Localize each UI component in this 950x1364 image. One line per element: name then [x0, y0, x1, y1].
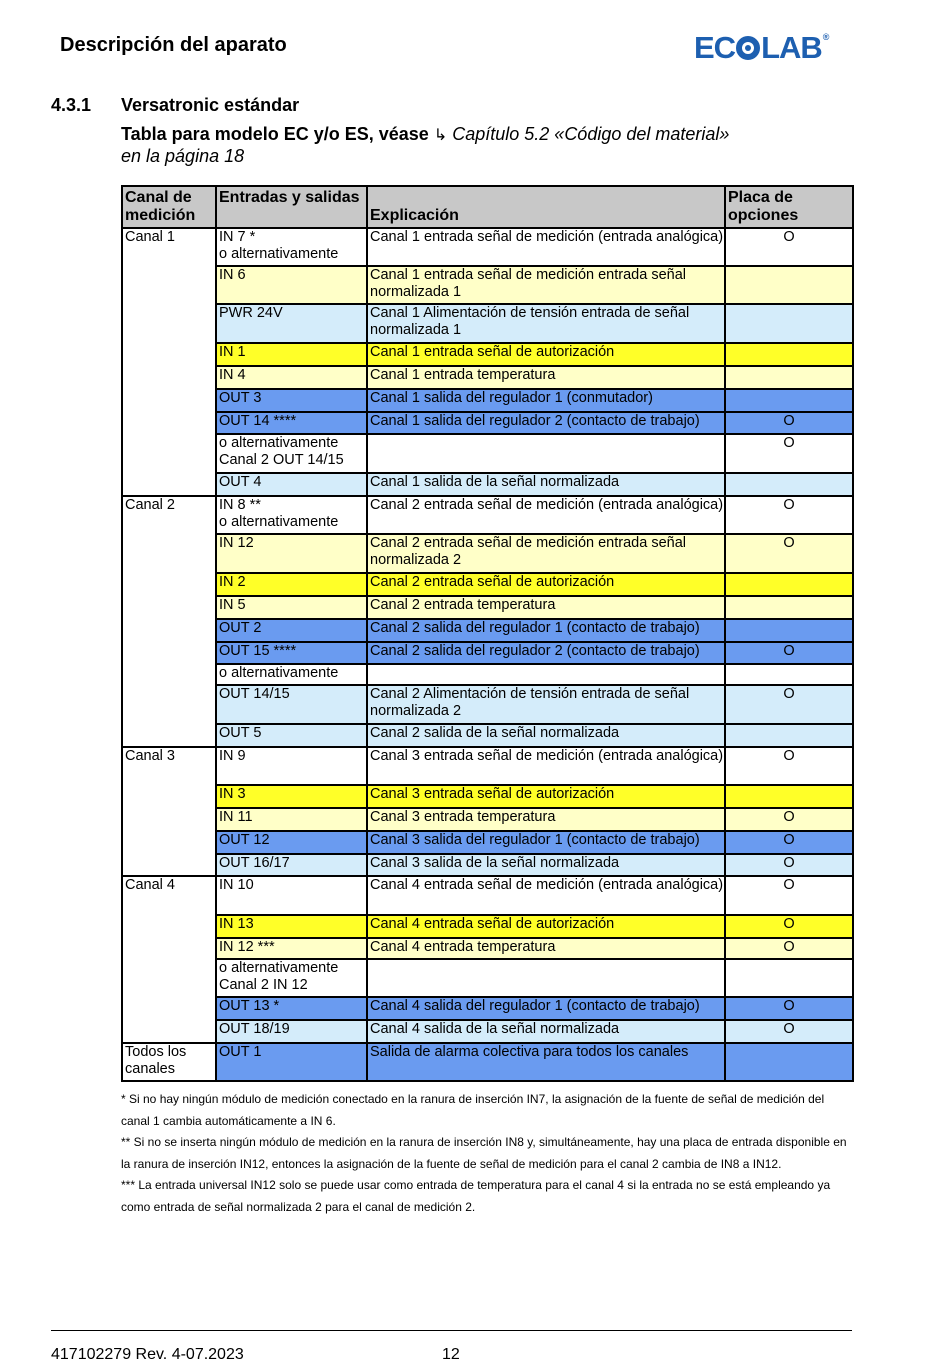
footer-page-number: 12 [442, 1346, 460, 1363]
channel-cell: Canal 1 [122, 228, 216, 496]
explanation-cell: Canal 1 Alimentación de tensión entrada de señal normalizada 1 [367, 304, 725, 343]
io-cell: PWR 24V [216, 304, 367, 343]
table-row [122, 366, 853, 389]
io-cell: IN 2 [216, 573, 367, 596]
option-cell: O [725, 412, 853, 434]
channel-cell: Canal 2 [122, 496, 216, 747]
table-row [122, 808, 853, 831]
option-cell: O [725, 642, 853, 664]
explanation-cell: Canal 2 salida del regulador 2 (contacto de trabajo) [367, 642, 725, 664]
io-cell: IN 10 [216, 876, 367, 915]
io-cell: IN 6 [216, 266, 367, 304]
option-cell [725, 619, 853, 642]
explanation-cell: Canal 4 salida del regulador 1 (contacto de trabajo) [367, 997, 725, 1020]
footnote-2: ** Si no se inserta ningún módulo de medición en la ranura de inserción IN8 y, simultáneamente, hay una placa de entrada disponible en la ranura de inserción IN12, entonces la asignación de la fuente de señal de medición para el canal 2 cambia de IN8 a IN12. [121, 1135, 847, 1171]
explanation-cell: Canal 2 salida de la señal normalizada [367, 724, 725, 747]
table-row [122, 389, 853, 412]
option-cell [725, 266, 853, 304]
option-cell: O [725, 831, 853, 854]
option-cell [725, 1043, 853, 1081]
table-row [122, 434, 853, 473]
table-row [122, 1043, 853, 1081]
table-row [122, 473, 853, 496]
io-cell: OUT 4 [216, 473, 367, 496]
table-row [122, 596, 853, 619]
option-cell: O [725, 938, 853, 959]
table-row [122, 831, 853, 854]
option-cell [725, 343, 853, 366]
header-channel: Canal de medición [122, 186, 216, 228]
option-cell [725, 389, 853, 412]
explanation-cell: Canal 2 Alimentación de tensión entrada de señal normalizada 2 [367, 685, 725, 724]
channel-cell: Canal 4 [122, 876, 216, 1043]
table-row [122, 876, 853, 915]
table-row [122, 642, 853, 664]
io-cell: o alternativamente Canal 2 IN 12 [216, 959, 367, 997]
explanation-cell: Canal 1 salida de la señal normalizada [367, 473, 725, 496]
explanation-cell: Canal 2 entrada señal de medición entrada señal normalizada 2 [367, 534, 725, 573]
table-row [122, 496, 853, 534]
explanation-cell: Canal 2 entrada señal de medición (entrada analógica) [367, 496, 725, 534]
table-row [122, 266, 853, 304]
table-row [122, 304, 853, 343]
option-cell: O [725, 1020, 853, 1043]
option-cell [725, 573, 853, 596]
explanation-cell [367, 434, 725, 473]
option-cell [725, 724, 853, 747]
explanation-cell [367, 664, 725, 685]
footer-divider [51, 1330, 852, 1331]
logo-o-icon [736, 36, 760, 60]
option-cell: O [725, 534, 853, 573]
table-row [122, 619, 853, 642]
io-cell: IN 1 [216, 343, 367, 366]
option-cell: O [725, 434, 853, 473]
footnotes [121, 1089, 852, 1218]
io-cell: OUT 14/15 [216, 685, 367, 724]
explanation-cell: Canal 2 salida del regulador 1 (contacto de trabajo) [367, 619, 725, 642]
option-cell: O [725, 876, 853, 915]
explanation-cell: Canal 3 salida del regulador 1 (contacto de trabajo) [367, 831, 725, 854]
table-row [122, 664, 853, 685]
explanation-cell: Canal 3 entrada señal de medición (entrada analógica) [367, 747, 725, 785]
option-cell [725, 785, 853, 808]
header-explanation: Explicación [367, 186, 725, 228]
io-assignment-table [121, 185, 854, 1082]
io-cell: IN 11 [216, 808, 367, 831]
page-header-title: Descripción del aparato [60, 34, 287, 56]
subtitle-page-ref: en la página 18 [121, 146, 245, 166]
table-row [122, 534, 853, 573]
table-subtitle [121, 124, 821, 167]
io-cell: IN 4 [216, 366, 367, 389]
explanation-cell: Canal 2 entrada señal de autorización [367, 573, 725, 596]
table-row [122, 959, 853, 997]
option-cell [725, 366, 853, 389]
io-cell: IN 12 [216, 534, 367, 573]
table-row [122, 747, 853, 785]
explanation-cell: Canal 2 entrada temperatura [367, 596, 725, 619]
subtitle-bold: Tabla para modelo EC y/o ES, véase [121, 124, 429, 144]
footer-document-number: 417102279 Rev. 4-07.2023 [51, 1346, 244, 1363]
option-cell: O [725, 496, 853, 534]
io-cell: IN 3 [216, 785, 367, 808]
option-cell [725, 473, 853, 496]
io-cell: o alternativamente [216, 664, 367, 685]
ecolab-logo: EC LAB® [694, 30, 829, 65]
table-row [122, 412, 853, 434]
section-number: 4.3.1 [51, 95, 92, 115]
io-cell: IN 13 [216, 915, 367, 938]
option-cell [725, 304, 853, 343]
explanation-cell: Canal 3 entrada señal de autorización [367, 785, 725, 808]
io-cell: IN 5 [216, 596, 367, 619]
table-row [122, 724, 853, 747]
io-cell: o alternativamente Canal 2 OUT 14/15 [216, 434, 367, 473]
io-cell: IN 7 * o alternativamente [216, 228, 367, 266]
option-cell: O [725, 997, 853, 1020]
option-cell [725, 596, 853, 619]
section-title: Versatronic estándar [121, 95, 300, 115]
header-io: Entradas y salidas [216, 186, 367, 228]
io-cell: OUT 2 [216, 619, 367, 642]
table-row [122, 685, 853, 724]
table-row [122, 228, 853, 266]
explanation-cell: Canal 1 salida del regulador 1 (conmutador) [367, 389, 725, 412]
explanation-cell: Canal 1 entrada temperatura [367, 366, 725, 389]
cross-reference-arrow-icon: ↳ [433, 127, 448, 144]
option-cell [725, 664, 853, 685]
explanation-cell: Canal 3 salida de la señal normalizada [367, 854, 725, 876]
option-cell: O [725, 915, 853, 938]
channel-cell: Canal 3 [122, 747, 216, 876]
option-cell: O [725, 747, 853, 785]
explanation-cell: Canal 4 entrada temperatura [367, 938, 725, 959]
table-row [122, 343, 853, 366]
table-row [122, 785, 853, 808]
io-cell: OUT 3 [216, 389, 367, 412]
io-cell: OUT 16/17 [216, 854, 367, 876]
io-cell: IN 8 ** o alternativamente [216, 496, 367, 534]
option-cell: O [725, 854, 853, 876]
subtitle-reference-link[interactable]: Capítulo 5.2 «Código del material» [452, 124, 730, 144]
option-cell: O [725, 228, 853, 266]
footnote-3: *** La entrada universal IN12 solo se puede usar como entrada de temperatura para el canal 4 si la entrada no se está empleando ya como entrada de señal normalizada 2 para el canal de medición 2. [121, 1178, 831, 1214]
io-cell: OUT 14 **** [216, 412, 367, 434]
explanation-cell: Canal 4 entrada señal de medición (entrada analógica) [367, 876, 725, 915]
io-cell: IN 12 *** [216, 938, 367, 959]
table-row [122, 997, 853, 1020]
option-cell: O [725, 685, 853, 724]
option-cell [725, 959, 853, 997]
channel-cell: Todos los canales [122, 1043, 216, 1081]
table-header-row [122, 186, 853, 228]
option-cell: O [725, 808, 853, 831]
io-cell: IN 9 [216, 747, 367, 785]
table-row [122, 854, 853, 876]
explanation-cell: Canal 3 entrada temperatura [367, 808, 725, 831]
header-options: Placa de opciones [725, 186, 853, 228]
io-cell: OUT 18/19 [216, 1020, 367, 1043]
table-row [122, 573, 853, 596]
explanation-cell [367, 959, 725, 997]
footnote-1: * Si no hay ningún módulo de medición conectado en la ranura de inserción IN7, la asignación de la fuente de señal de medición del canal 1 cambia automáticamente a IN 6. [121, 1092, 825, 1128]
explanation-cell: Canal 1 entrada señal de medición (entrada analógica) [367, 228, 725, 266]
io-cell: OUT 1 [216, 1043, 367, 1081]
explanation-cell: Canal 4 salida de la señal normalizada [367, 1020, 725, 1043]
table-row [122, 915, 853, 938]
io-cell: OUT 15 **** [216, 642, 367, 664]
explanation-cell: Canal 1 salida del regulador 2 (contacto de trabajo) [367, 412, 725, 434]
explanation-cell: Salida de alarma colectiva para todos los canales [367, 1043, 725, 1081]
explanation-cell: Canal 1 entrada señal de medición entrada señal normalizada 1 [367, 266, 725, 304]
explanation-cell: Canal 4 entrada señal de autorización [367, 915, 725, 938]
io-cell: OUT 12 [216, 831, 367, 854]
table-row [122, 938, 853, 959]
io-cell: OUT 13 * [216, 997, 367, 1020]
explanation-cell: Canal 1 entrada señal de autorización [367, 343, 725, 366]
table-row [122, 1020, 853, 1043]
io-cell: OUT 5 [216, 724, 367, 747]
